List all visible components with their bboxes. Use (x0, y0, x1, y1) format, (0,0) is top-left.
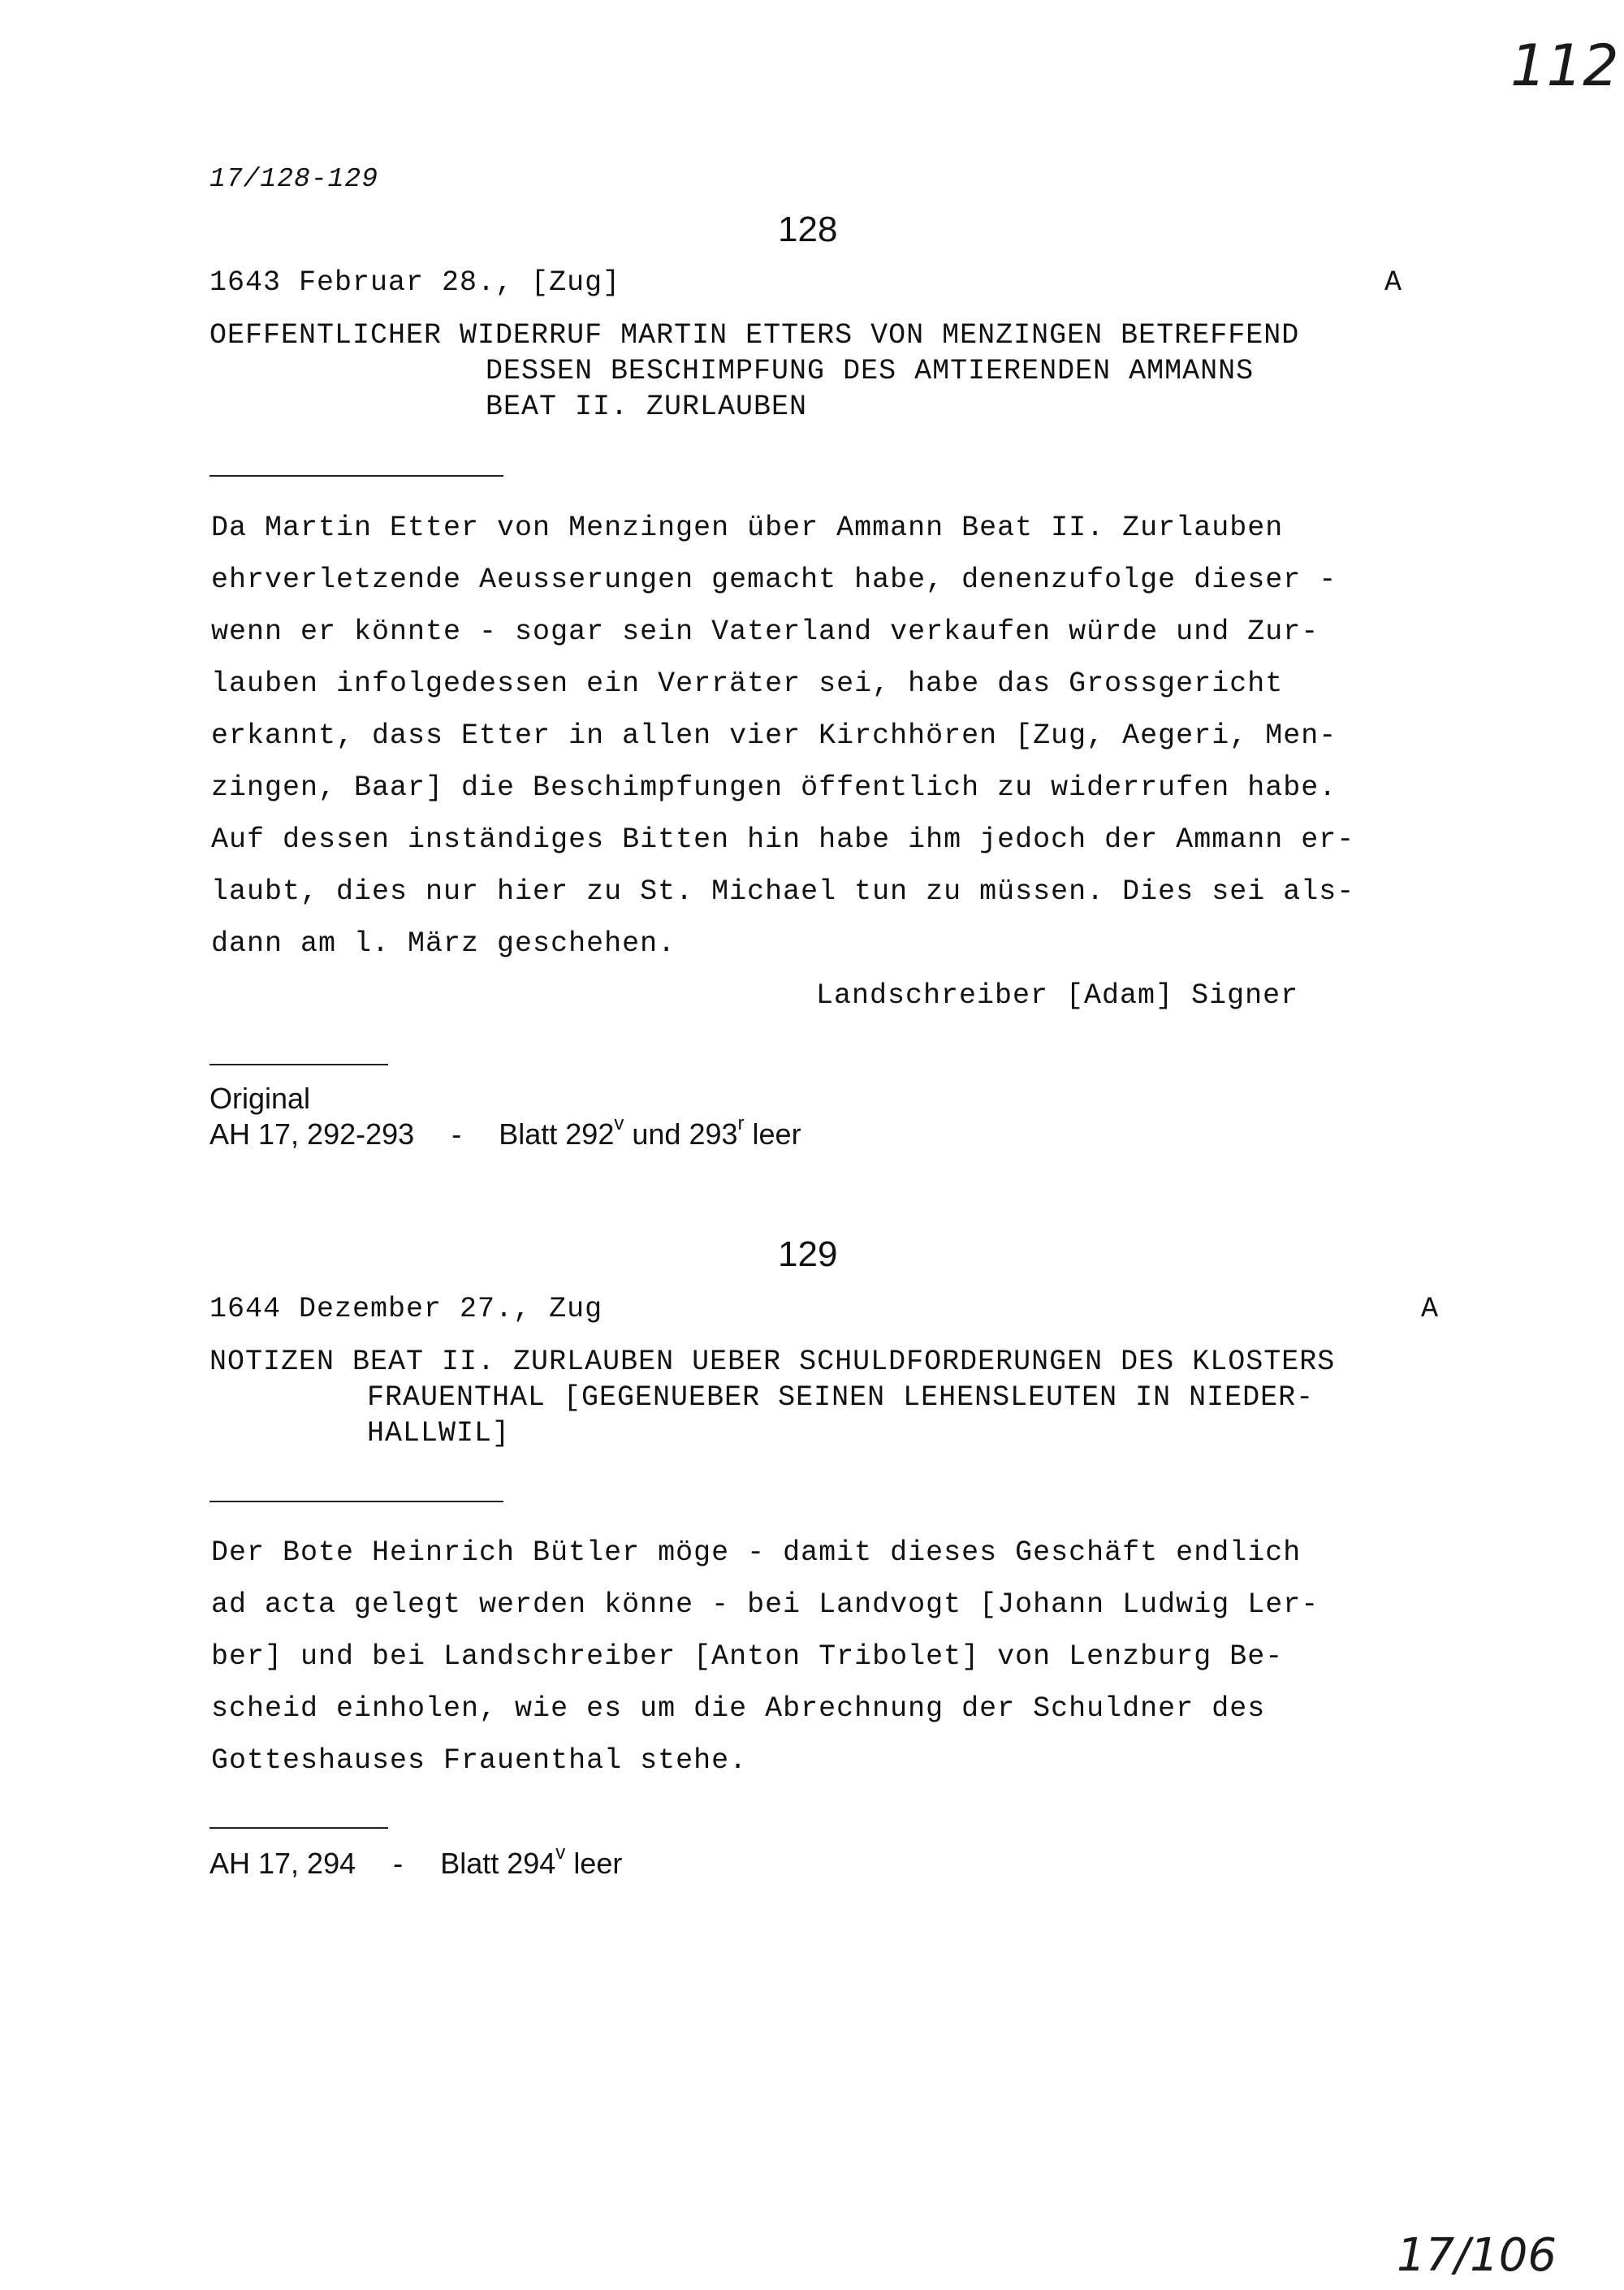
divider (209, 1064, 388, 1065)
reference-line: 17/128-129 (209, 164, 379, 194)
body-line: Auf dessen inständiges Bitten hin habe ihm jedoch der Ammann er- (211, 823, 1355, 856)
source-label: Original (209, 1082, 311, 1115)
document-type: A (1384, 266, 1403, 299)
body-line: ad acta gelegt werden könne - bei Landvogt [Johann Ludwig Ler- (211, 1588, 1320, 1621)
source-und: und 293 (632, 1117, 738, 1151)
superscript-verso: v (555, 1842, 566, 1864)
source-leer: leer (573, 1847, 623, 1880)
body-line: ber] und bei Landschreiber [Anton Tribolet] von Lenzburg Be- (211, 1640, 1284, 1673)
title-line-3: BEAT II. ZURLAUBEN (486, 391, 808, 423)
body-line: Der Bote Heinrich Bütler möge - damit dieses Geschäft endlich (211, 1536, 1302, 1569)
source-separator: - (451, 1117, 462, 1151)
body-line: Da Martin Etter von Menzingen über Ammann Beat II. Zurlauben (211, 512, 1284, 544)
body-line: Gotteshauses Frauenthal stehe. (211, 1744, 748, 1777)
body-line: scheid einholen, wie es um die Abrechnung der Schuldner des (211, 1692, 1266, 1725)
source-line (209, 1113, 801, 1151)
signature: Landschreiber [Adam] Signer (816, 979, 1299, 1012)
body-line: lauben infolgedessen ein Verräter sei, habe das Grossgericht (211, 668, 1284, 700)
divider (209, 1501, 503, 1502)
title-line-1: OEFFENTLICHER WIDERRUF MARTIN ETTERS VON MENZINGEN BETREFFEND (209, 319, 1300, 352)
document-date: 1644 Dezember 27., Zug (209, 1293, 603, 1325)
body-line: erkannt, dass Etter in allen vier Kirchhören [Zug, Aegeri, Men- (211, 719, 1337, 752)
source-ref: AH 17, 292-293 (209, 1117, 415, 1151)
handwritten-archive-mark: 17/106 (1397, 2229, 1557, 2282)
body-line: zingen, Baar] die Beschimpfungen öffentlich zu widerrufen habe. (211, 771, 1337, 804)
source-blatt: Blatt 292 (499, 1117, 615, 1151)
source-leer: leer (752, 1117, 801, 1151)
document-number-128: 128 (778, 210, 838, 249)
document-date: 1643 Februar 28., [Zug] (209, 266, 621, 299)
body-line: dann am l. März geschehen. (211, 927, 676, 960)
title-line-3: HALLWIL] (367, 1417, 511, 1450)
body-line: ehrverletzende Aeusserungen gemacht habe, denenzufolge dieser - (211, 564, 1337, 596)
title-line-1: NOTIZEN BEAT II. ZURLAUBEN UEBER SCHULDFORDERUNGEN DES KLOSTERS (209, 1346, 1336, 1378)
title-line-2: DESSEN BESCHIMPFUNG DES AMTIERENDEN AMMANNS (486, 355, 1255, 387)
source-blatt: Blatt 294 (440, 1847, 556, 1880)
divider (209, 475, 503, 477)
divider (209, 1827, 388, 1829)
document-type: A (1421, 1293, 1440, 1325)
body-line: wenn er könnte - sogar sein Vaterland verkaufen würde und Zur- (211, 616, 1320, 648)
body-line: laubt, dies nur hier zu St. Michael tun zu müssen. Dies sei als- (211, 875, 1355, 908)
source-line (209, 1842, 623, 1881)
superscript-verso: v (614, 1113, 624, 1134)
document-number-129: 129 (778, 1234, 838, 1274)
source-ref: AH 17, 294 (209, 1847, 356, 1880)
handwritten-page-number: 112 (1510, 32, 1619, 99)
title-line-2: FRAUENTHAL [GEGENUEBER SEINEN LEHENSLEUTEN IN NIEDER- (367, 1381, 1315, 1414)
source-separator: - (393, 1847, 404, 1880)
superscript-recto: r (737, 1113, 745, 1134)
